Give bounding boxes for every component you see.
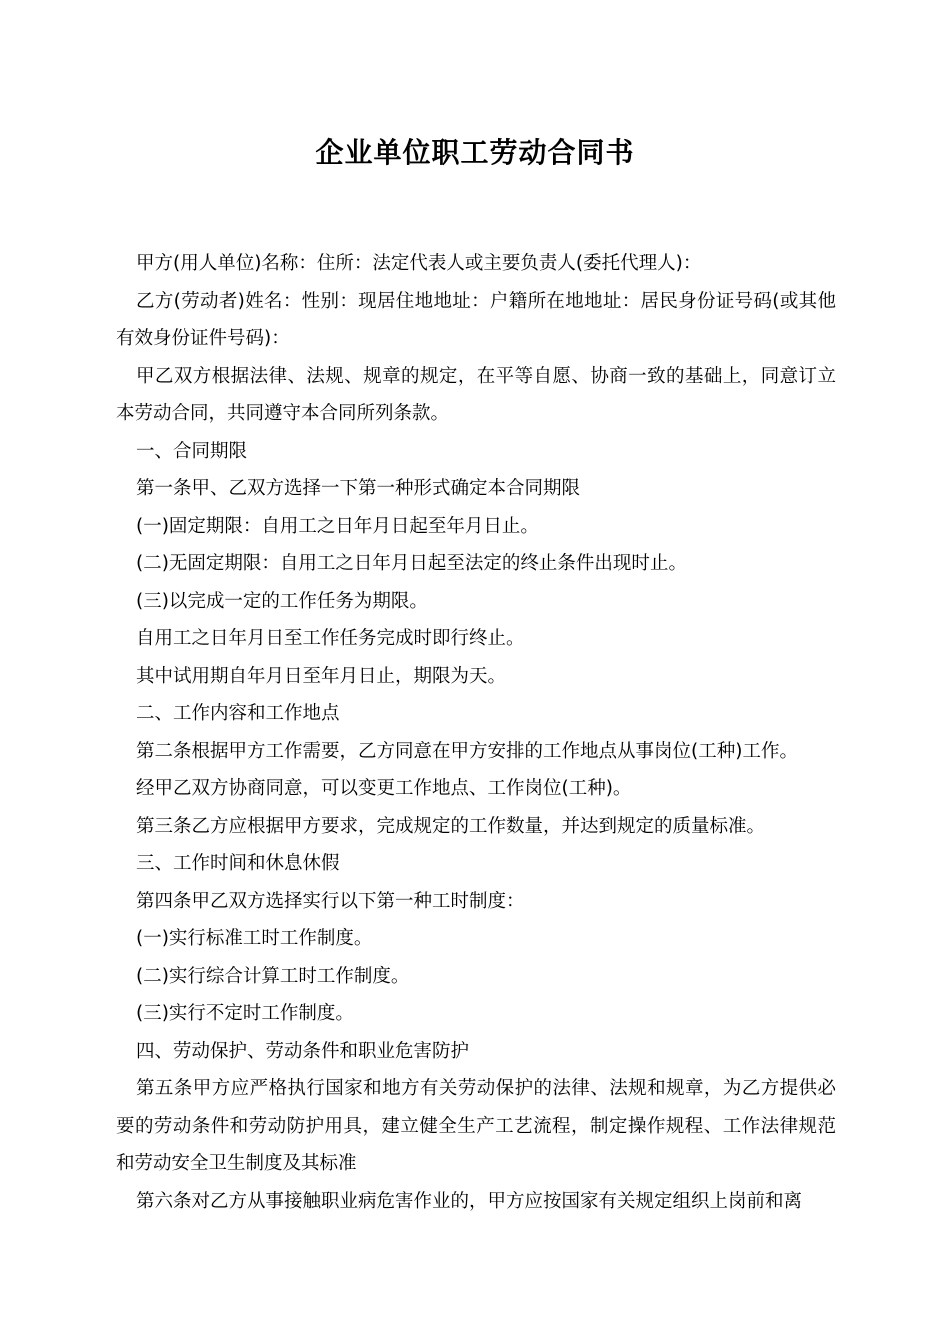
article-2: 第二条根据甲方工作需要，乙方同意在甲方安排的工作地点从事岗位(工种)工作。 (136, 740, 798, 762)
article-6: 第六条对乙方从事接触职业病危害作业的，甲方应按国家有关规定组织上岗前和离 (136, 1190, 803, 1212)
section-heading-protection: 四、劳动保护、劳动条件和职业危害防护 (136, 1040, 470, 1062)
article-1-option-1: (一)固定期限：自用工之日年月日起至年月日止。 (136, 515, 539, 537)
article-1: 第一条甲、乙双方选择一下第一种形式确定本合同期限 (136, 478, 581, 499)
article-4-option-2: (二)实行综合计算工时工作制度。 (136, 965, 410, 987)
paragraph-preamble: 甲乙双方根据法律、法规、规章的规定，在平等自愿、协商一致的基础上，同意订立本劳动合同，共同遵守本合同所列条款。 (116, 365, 836, 424)
article-4-option-3: (三)实行不定时工作制度。 (136, 1003, 354, 1024)
section-heading-hours: 三、工作时间和休息休假 (136, 853, 340, 874)
section-heading-term: 一、合同期限 (136, 440, 248, 462)
document-title: 企业单位职工劳动合同书 (315, 136, 635, 169)
article-4: 第四条甲乙双方选择实行以下第一种工时制度： (136, 890, 525, 912)
article-3: 第三条乙方应根据甲方要求，完成规定的工作数量，并达到规定的质量标准。 (136, 815, 766, 837)
article-5: 第五条甲方应严格执行国家和地方有关劳动保护的法律、法规和规章，为乙方提供必要的劳动条件和劳动防护用具，建立健全生产工艺流程，制定操作规程、工作法律规范和劳动安全卫生制度及其标准 (116, 1078, 836, 1174)
document-body (116, 245, 836, 1220)
article-4-option-1: (一)实行标准工时工作制度。 (136, 928, 373, 949)
paragraph-party-a: 甲方(用人单位)名称：住所：法定代表人或主要负责人(委托代理人)： (136, 253, 702, 274)
section-heading-work: 二、工作内容和工作地点 (136, 703, 340, 724)
article-1-option-3-detail: 自用工之日年月日至工作任务完成时即行终止。 (136, 628, 525, 649)
article-1-option-2: (二)无固定期限：自用工之日年月日起至法定的终止条件出现时止。 (136, 553, 687, 574)
paragraph-party-b: 乙方(劳动者)姓名：性别：现居住地地址：户籍所在地地址：居民身份证号码(或其他有效身份证件号码)： (116, 290, 836, 349)
article-1-option-3: (三)以完成一定的工作任务为期限。 (136, 590, 428, 612)
probation-period: 其中试用期自年月日至年月日止，期限为天。 (136, 665, 507, 687)
article-2-change: 经甲乙双方协商同意，可以变更工作地点、工作岗位(工种)。 (136, 778, 632, 799)
